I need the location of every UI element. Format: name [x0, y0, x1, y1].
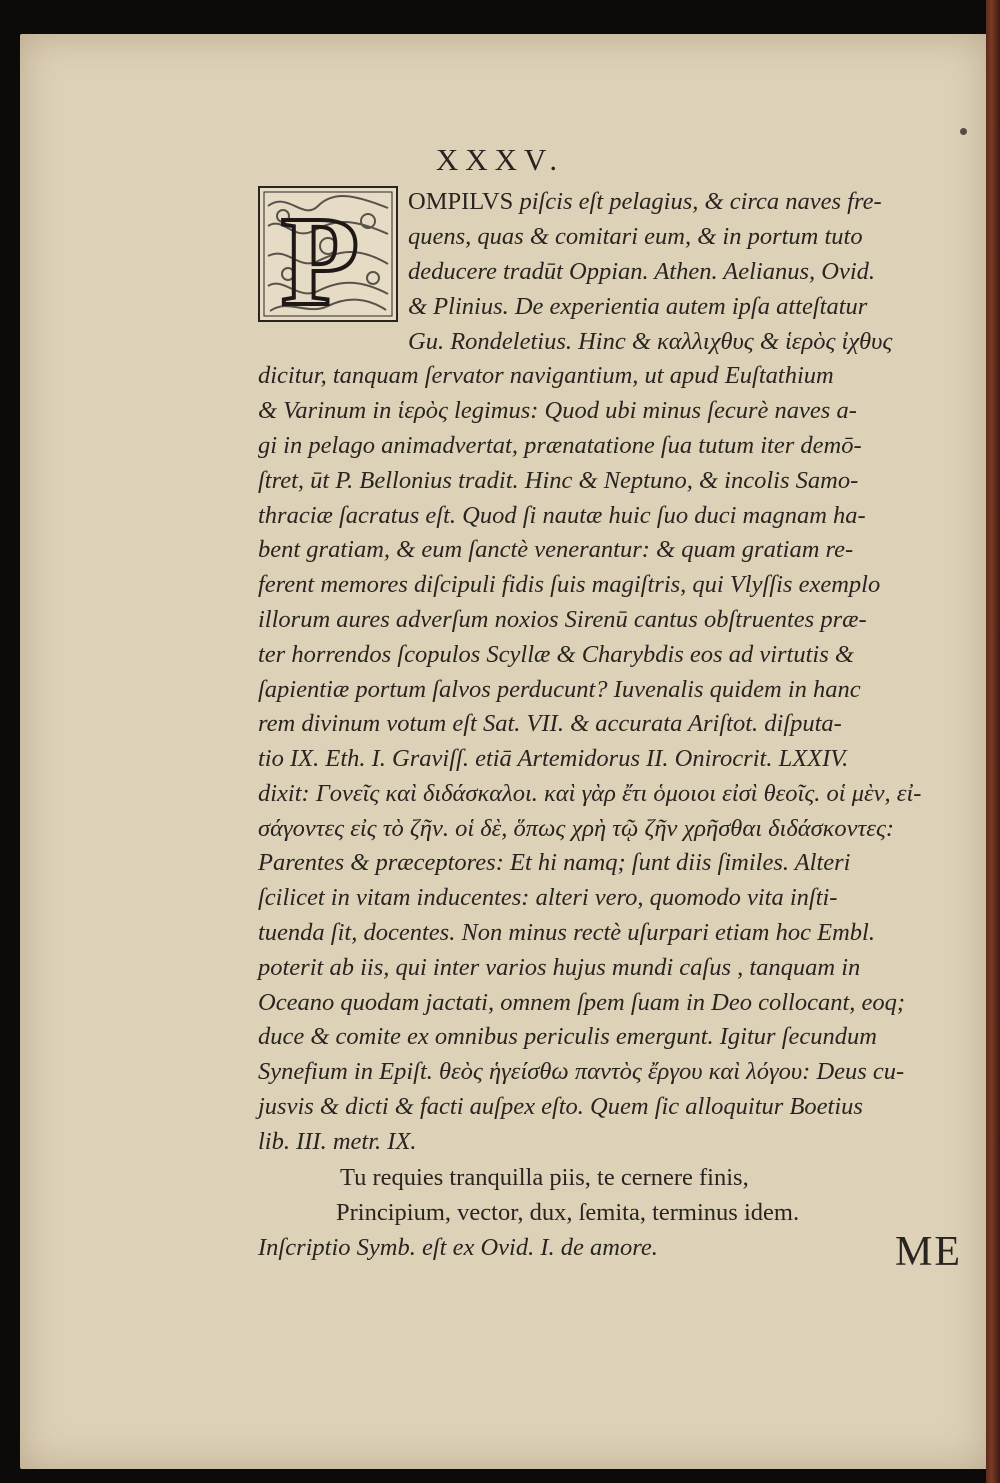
text-line: illorum aures adverſum noxios Sirenū cantus obſtruentes præ-: [258, 606, 867, 633]
text-line: poterit ab iis, qui inter varios hujus mundi caſus , tanquam in: [258, 954, 861, 981]
text-line: ſapientiæ portum ſalvos perducunt? Iuvenalis quidem in hanc: [258, 676, 861, 703]
text-line: gi in pelago animadvertat, prænatatione ſua tutum iter demō-: [258, 432, 862, 459]
text-line: ferent memores diſcipuli fidis ſuis magiſtris, qui Vlyſſis exemplo: [258, 571, 881, 598]
text-line: rem divinum votum eſt Sat. VII. & accurata Ariſtot. diſputa-: [258, 710, 842, 737]
text-line: Tu requies tranquilla piis, te cernere finis,: [340, 1164, 749, 1191]
text-line: deducere tradūt Oppian. Athen. Aelianus, Ovid.: [408, 258, 876, 285]
text-line: ter horrendos ſcopulos Scyllæ & Charybdis eos ad virtutis &: [258, 641, 854, 668]
text-line: & Plinius. De experientia autem ipſa atteſtatur: [408, 293, 868, 320]
text-line: dicitur, tanquam ſervator navigantium, ut apud Euſtathium: [258, 362, 834, 389]
text-line: tuenda ſit, docentes. Non minus rectè uſurpari etiam hoc Embl.: [258, 919, 875, 946]
text-line: quens, quas & comitari eum, & in portum tuto: [408, 223, 863, 250]
text-line: dixit: Γονεῖς καὶ διδάσκαλοι. καὶ γὰρ ἔτι ὁμοιοι εἰσὶ θεοῖς. οἱ μὲν, εἰ-: [258, 780, 922, 807]
svg-text:P: P: [280, 190, 360, 322]
text-line: ſtret, ūt P. Bellonius tradit. Hinc & Neptuno, & incolis Samo-: [258, 467, 859, 494]
text-line: Principium, vector, dux, ſemita, terminus idem.: [336, 1199, 800, 1226]
text-line: tio IX. Eth. I. Graviſſ. etiā Artemidorus II. Onirocrit. LXXIV.: [258, 745, 849, 772]
text-line: Gu. Rondeletius. Hinc & καλλιχθυς & ἱερὸς ἰχθυς: [408, 328, 893, 355]
text-line: lib. III. metr. IX.: [258, 1128, 417, 1155]
text-line: Inſcriptio Symb. eſt ex Ovid. I. de amore.: [258, 1234, 658, 1261]
folio-number: XXXV.: [435, 142, 565, 177]
catchword: ME: [895, 1229, 962, 1275]
text-line: OMPILVS piſcis eſt pelagius, & circa naves fre-: [408, 188, 882, 215]
text-line: Synefium in Epiſt. θεὸς ἡγείσθω παντὸς ἔργου καὶ λόγου: Deus cu-: [258, 1058, 905, 1085]
text-line: σάγοντες εἰς τὸ ζῆν. οἱ δὲ, ὅπως χρὴ τῷ ζῆν χρῆσθαι διδάσκοντες:: [258, 815, 895, 842]
text-line: jusvis & dicti & facti auſpex eſto. Quem ſic alloquitur Boetius: [258, 1093, 863, 1120]
text-line: & Varinum in ἱερὸς legimus: Quod ubi minus ſecurè naves a-: [258, 397, 857, 424]
text-line: ſcilicet in vitam inducentes: alteri vero, quomodo vita inſti-: [258, 884, 838, 911]
text-line: bent gratiam, & eum ſanctè venerantur: & quam gratiam re-: [258, 536, 854, 563]
text-line: thraciæ ſacratus eſt. Quod ſi nautæ huic ſuo duci magnam ha-: [258, 502, 866, 529]
text-line: Parentes & præceptores: Et hi namq; ſunt diis ſimiles. Alteri: [258, 849, 851, 876]
text-line: duce & comite ex omnibus periculis emergunt. Igitur ſecundum: [258, 1023, 877, 1050]
text-line: Oceano quodam jactati, omnem ſpem ſuam in Deo collocant, eoq;: [258, 989, 906, 1016]
